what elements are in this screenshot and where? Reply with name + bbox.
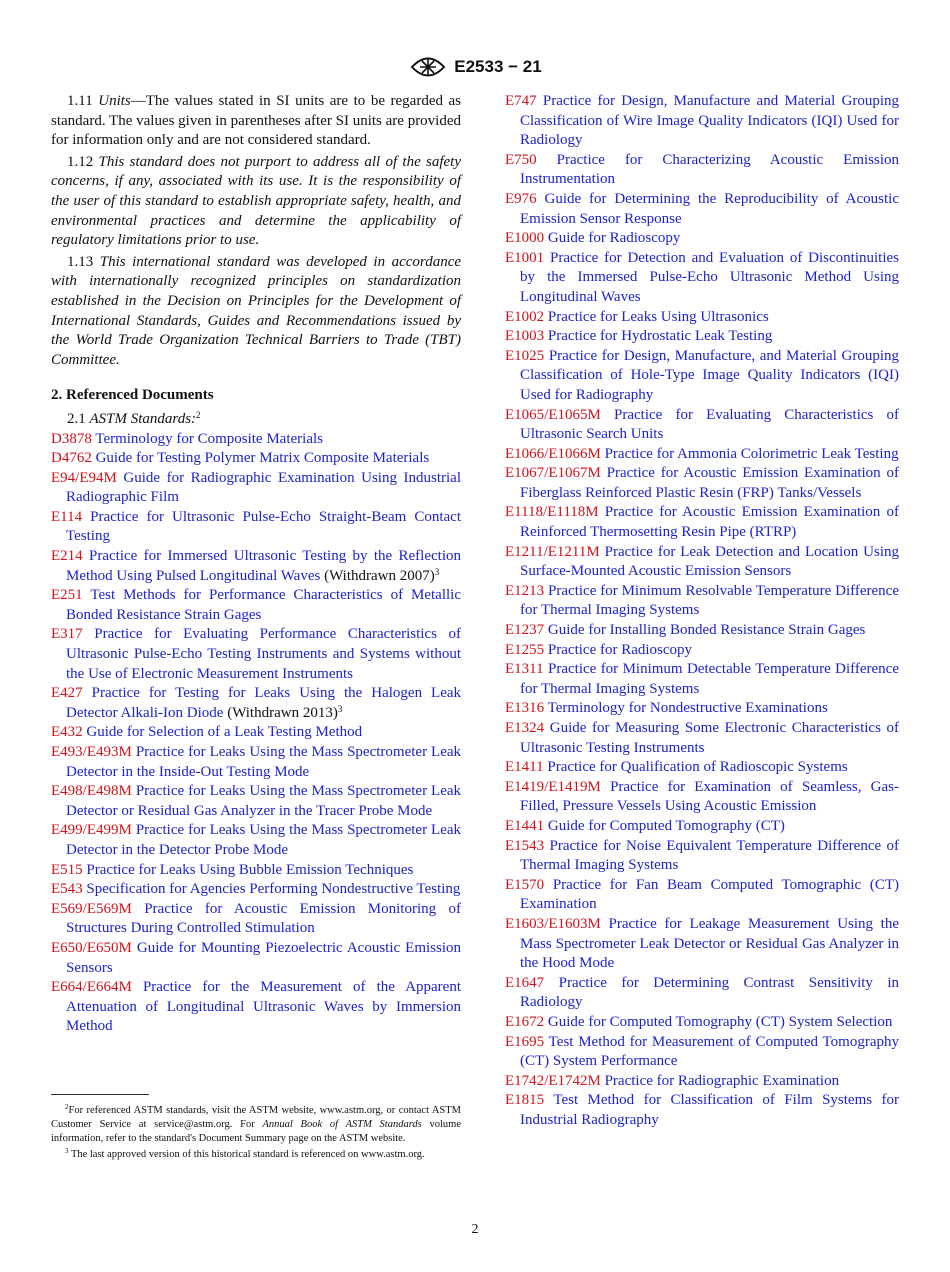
reference-item: [51, 782, 461, 821]
reference-title-link[interactable]: Practice for Determining Contrast Sensitivity in Radiology: [520, 974, 900, 1011]
astm-logo-icon: [408, 52, 448, 82]
reference-code-link[interactable]: E1441: [505, 817, 545, 834]
reference-code-link[interactable]: E94/E94M: [51, 469, 117, 486]
reference-item: [505, 719, 899, 758]
reference-item: [51, 880, 461, 900]
reference-title-link[interactable]: Practice for Qualification of Radioscopic Systems: [547, 759, 848, 776]
reference-title-link[interactable]: Guide for Mounting Piezoelectric Acoustic Emission Sensors: [66, 939, 462, 976]
reference-item: [505, 778, 899, 817]
reference-title-link[interactable]: Practice for Examination of Seamless, Gas-Filled, Pressure Vessels Using Acoustic Emission: [520, 778, 899, 815]
reference-item: [51, 586, 461, 625]
reference-item: [51, 900, 461, 939]
reference-item: [51, 449, 461, 469]
reference-item: [51, 939, 461, 978]
reference-item: [505, 229, 899, 249]
reference-withdrawn-note: (Withdrawn 2007): [320, 567, 435, 584]
reference-item: [505, 347, 899, 406]
reference-code-link[interactable]: E569/E569M: [51, 900, 132, 917]
reference-title-link[interactable]: Practice for Radioscopy: [547, 641, 693, 658]
page-number: 2: [471, 1222, 479, 1237]
reference-code-link[interactable]: E1003: [505, 328, 545, 345]
footnote-marker: 3: [434, 566, 440, 577]
section-1-13: 1.13 This international standard was developed in accordance with internationally recognized principles on standardization established in the Decision on Principles for the Development of International Standards, Guides and Recommendations issued by the World Trade Organization Technical Barriers to Trade (TBT) Committee.: [51, 253, 462, 368]
footnote-marker: 3: [337, 703, 343, 714]
reference-code-link[interactable]: E1067/E1067M: [505, 465, 601, 482]
reference-list-right: [505, 92, 899, 1130]
reference-code-link[interactable]: E1237: [505, 622, 545, 639]
reference-code-link[interactable]: E1672: [505, 1013, 545, 1030]
reference-code-link[interactable]: E976: [505, 190, 537, 207]
section-1-11: 1.11 Units—The values stated in SI units are to be regarded as standard. The values given in parentheses after SI units are provided for information only and are not considered standard.: [51, 93, 462, 149]
reference-code-link[interactable]: E1025: [505, 347, 545, 364]
reference-title-link[interactable]: Practice for Design, Manufacture, and Material Grouping Classification of Hole-Type Image Quality Indicators (IQI) Used for Radiography: [520, 347, 899, 403]
reference-code-link[interactable]: E1695: [505, 1033, 545, 1050]
reference-item: [51, 547, 461, 586]
reference-title-link[interactable]: Test Methods for Performance Characteristics of Metallic Bonded Resistance Strain Gages: [66, 587, 461, 623]
page-header: [0, 52, 950, 82]
reference-code-link[interactable]: E747: [505, 93, 537, 109]
reference-title-link[interactable]: Practice for Leaks Using Bubble Emission Techniques: [86, 861, 414, 878]
reference-item: [505, 660, 899, 699]
reference-item: [505, 92, 899, 151]
reference-item: [505, 406, 899, 445]
reference-code-link[interactable]: E1316: [505, 700, 545, 717]
section-heading: 2. Referenced Documents: [51, 387, 214, 404]
reference-item: [505, 915, 899, 974]
reference-code-link[interactable]: E1815: [505, 1092, 545, 1109]
reference-item: [505, 445, 899, 465]
reference-title-link[interactable]: Test Method for Classification of Film Systems for Industrial Radiography: [520, 1092, 899, 1128]
reference-code-link[interactable]: E515: [51, 861, 83, 878]
reference-list-left: [51, 430, 461, 1037]
reference-code-link[interactable]: E1570: [505, 876, 545, 893]
reference-code-link[interactable]: E499/E499M: [51, 822, 132, 839]
reference-item: [505, 1013, 899, 1033]
section-1-12: 1.12 This standard does not purport to address all of the safety concerns, if any, associated with its use. It is the responsibility of the user of this standard to establish appropriate safety, health, and environmental practices and determine the applicability of regulatory limitations prior to use.: [51, 153, 462, 249]
reference-title-link[interactable]: Guide for Testing Polymer Matrix Composite Materials: [95, 450, 430, 467]
reference-item: [505, 151, 899, 190]
reference-code-link[interactable]: E1213: [505, 582, 545, 599]
reference-title-link[interactable]: Practice for Detection and Evaluation of Discontinuities by the Immersed Pulse-Echo Ultrasonic Method Using Longitudinal Waves: [520, 249, 900, 305]
reference-title-link[interactable]: Guide for Radioscopy: [547, 230, 681, 247]
reference-title-link[interactable]: Practice for Immersed Ultrasonic Testing by the Reflection Method Using Pulsed Longitudinal Waves: [66, 548, 461, 584]
reference-code-link[interactable]: E1066/E1066M: [505, 445, 601, 462]
reference-code-link[interactable]: E432: [51, 724, 83, 741]
reference-item: [505, 503, 899, 542]
reference-code-link[interactable]: E1543: [505, 837, 545, 854]
reference-title-link[interactable]: Practice for Hydrostatic Leak Testing: [547, 328, 773, 345]
reference-code-link[interactable]: E1255: [505, 641, 545, 658]
reference-code-link[interactable]: E1419/E1419M: [505, 778, 601, 795]
reference-item: [505, 190, 899, 229]
reference-title-link[interactable]: Practice for Noise Equivalent Temperature Difference of Thermal Imaging Systems: [520, 837, 899, 874]
reference-title-link[interactable]: Practice for Fan Beam Computed Tomographic (CT) Examination: [520, 876, 900, 913]
reference-title-link[interactable]: Guide for Installing Bonded Resistance Strain Gages: [547, 622, 866, 639]
reference-code-link[interactable]: E1002: [505, 308, 545, 325]
reference-item: [505, 1091, 899, 1130]
reference-title-link[interactable]: Practice for Evaluating Characteristics of Ultrasonic Search Units: [520, 406, 899, 443]
reference-item: [51, 978, 461, 1037]
reference-item: [51, 430, 461, 450]
reference-code-link[interactable]: E1211/E1211M: [505, 543, 600, 560]
reference-title-link[interactable]: Guide for Computed Tomography (CT) System Selection: [547, 1013, 893, 1030]
reference-code-link[interactable]: D4762: [51, 450, 92, 467]
reference-item: [51, 821, 461, 860]
reference-code-link[interactable]: E1065/E1065M: [505, 406, 601, 423]
reference-code-link[interactable]: E750: [505, 151, 537, 168]
reference-title-link[interactable]: Practice for Ultrasonic Pulse-Echo Straight-Beam Contact Testing: [66, 508, 462, 545]
footnote-3: $^3$ The last approved version of this historical standard is referenced on www.astm.org.: [65, 1147, 425, 1160]
reference-title-link[interactable]: Specification for Agencies Performing Nondestructive Testing: [86, 881, 461, 898]
reference-title-link[interactable]: Practice for Radiographic Examination: [604, 1072, 840, 1089]
reference-title-link[interactable]: Test Method for Measurement of Computed Tomography (CT) System Performance: [520, 1033, 899, 1070]
reference-title-link[interactable]: Practice for Leak Detection and Location Using Surface-Mounted Acoustic Emission Sensors: [520, 543, 900, 580]
reference-code-link[interactable]: E1311: [505, 661, 544, 678]
reference-title-link[interactable]: Guide for Measuring Some Electronic Characteristics of Ultrasonic Testing Instruments: [520, 720, 899, 756]
reference-item: [51, 508, 461, 547]
reference-item: [505, 464, 899, 503]
reference-code-link[interactable]: E427: [51, 685, 83, 702]
reference-code-link[interactable]: E1324: [505, 720, 545, 736]
reference-item: [505, 582, 899, 621]
reference-code-link[interactable]: E214: [51, 548, 83, 565]
reference-item: [505, 249, 899, 308]
footnotes: [51, 1104, 461, 1164]
document-id: E2533 − 21: [454, 57, 542, 76]
reference-title-link[interactable]: Practice for Characterizing Acoustic Emission Instrumentation: [520, 151, 899, 188]
reference-code-link[interactable]: E1000: [505, 230, 545, 247]
reference-title-link[interactable]: Practice for Leaks Using the Mass Spectrometer Leak Detector or Residual Gas Analyzer in the Tracer Probe Mode: [66, 783, 462, 819]
reference-code-link[interactable]: E664/E664M: [51, 979, 132, 996]
reference-title-link[interactable]: Practice for Acoustic Emission Monitoring of Structures During Controlled Stimulation: [66, 900, 461, 937]
reference-item: [505, 327, 899, 347]
reference-title-link[interactable]: Guide for Selection of a Leak Testing Method: [86, 724, 363, 741]
reference-item: [505, 1072, 899, 1092]
footnote-rule: [51, 1094, 149, 1095]
reference-item: [51, 625, 461, 684]
reference-code-link[interactable]: E1411: [505, 759, 544, 776]
reference-item: [505, 974, 899, 1013]
reference-title-link[interactable]: Practice for Minimum Detectable Temperature Difference for Thermal Imaging Systems: [520, 661, 899, 697]
footnote-2: $^2$For referenced ASTM standards, visit the ASTM website, www.astm.org, or contact ASTM Customer Service at service@astm.org. For Annual Book of ASTM Standards volume information, refer to the standard's Document Summary page on the ASTM website.: [51, 1103, 461, 1144]
reference-code-link[interactable]: E498/E498M: [51, 783, 132, 800]
reference-title-link[interactable]: Practice for Leakage Measurement Using the Mass Spectrometer Leak Detector or Residual Gas Analyzer in the Hood Mode: [520, 915, 900, 972]
reference-title-link[interactable]: Practice for Minimum Resolvable Temperature Difference for Thermal Imaging Systems: [520, 582, 899, 619]
reference-code-link[interactable]: D3878: [51, 430, 92, 447]
reference-code-link[interactable]: E1118/E1118M: [505, 504, 599, 521]
reference-item: [51, 743, 461, 782]
reference-title-link[interactable]: Practice for Acoustic Emission Examination of Reinforced Thermosetting Resin Pipe (RTRP): [520, 504, 899, 541]
reference-title-link[interactable]: Guide for Radiographic Examination Using Industrial Radiographic Film: [66, 469, 462, 506]
reference-code-link[interactable]: E317: [51, 626, 83, 643]
reference-title-link[interactable]: Practice for Testing for Leaks Using the Halogen Leak Detector Alkali-Ion Diode: [66, 685, 462, 721]
reference-item: [51, 684, 461, 723]
reference-title-link[interactable]: Practice for Acoustic Emission Examination of Fiberglass Reinforced Plastic Resin (FRP) Tanks/Vessels: [520, 465, 899, 501]
reference-item: [505, 308, 899, 328]
reference-withdrawn-note: (Withdrawn 2013): [223, 704, 338, 721]
reference-code-link[interactable]: E650/E650M: [51, 939, 132, 956]
subsection-2-1: 2.1 ASTM Standards:$^2$: [67, 409, 201, 427]
reference-title-link[interactable]: Guide for Computed Tomography (CT): [547, 817, 785, 834]
reference-title-link[interactable]: Practice for Leaks Using the Mass Spectrometer Leak Detector in the Inside-Out Testing Mode: [66, 744, 462, 780]
reference-item: [505, 837, 899, 876]
reference-item: [51, 723, 461, 743]
reference-item: [51, 469, 461, 508]
reference-item: [505, 876, 899, 915]
reference-code-link[interactable]: E493/E493M: [51, 744, 132, 760]
right-column: [505, 92, 899, 1130]
reference-title-link[interactable]: Practice for Leaks Using Ultrasonics: [547, 308, 769, 325]
reference-item: [505, 543, 899, 582]
reference-item: [505, 641, 899, 661]
reference-code-link[interactable]: E1603/E1603M: [505, 915, 601, 932]
reference-code-link[interactable]: E1001: [505, 249, 545, 266]
reference-code-link[interactable]: E251: [51, 587, 83, 604]
reference-item: [505, 621, 899, 641]
reference-item: [505, 699, 899, 719]
reference-title-link[interactable]: Practice for Leaks Using the Mass Spectrometer Leak Detector in the Detector Probe Mode: [66, 822, 462, 858]
reference-title-link[interactable]: Terminology for Nondestructive Examinations: [547, 700, 828, 717]
reference-title-link[interactable]: Guide for Determining the Reproducibility of Acoustic Emission Sensor Response: [520, 190, 899, 227]
reference-title-link[interactable]: Practice for Evaluating Performance Characteristics of Ultrasonic Pulse-Echo Testing Instruments and Systems without the Use of Electronic Measurement Instruments: [66, 626, 462, 682]
reference-item: [505, 817, 899, 837]
reference-title-link[interactable]: Terminology for Composite Materials: [95, 430, 323, 447]
reference-title-link[interactable]: Practice for Ammonia Colorimetric Leak Testing: [604, 445, 899, 462]
reference-title-link[interactable]: Practice for Design, Manufacture and Material Grouping Classification of Wire Image Quality Indicators (IQI) Used for Radiology: [520, 93, 899, 149]
reference-item: [505, 1033, 899, 1072]
reference-code-link[interactable]: E114: [51, 508, 83, 525]
reference-code-link[interactable]: E543: [51, 881, 83, 898]
reference-code-link[interactable]: E1647: [505, 974, 545, 991]
reference-title-link[interactable]: Practice for the Measurement of the Apparent Attenuation of Longitudinal Ultrasonic Waves by Immersion Method: [66, 979, 462, 1035]
reference-code-link[interactable]: E1742/E1742M: [505, 1072, 601, 1089]
reference-item: [51, 861, 461, 881]
reference-item: [505, 758, 899, 778]
left-column: [51, 92, 461, 1037]
